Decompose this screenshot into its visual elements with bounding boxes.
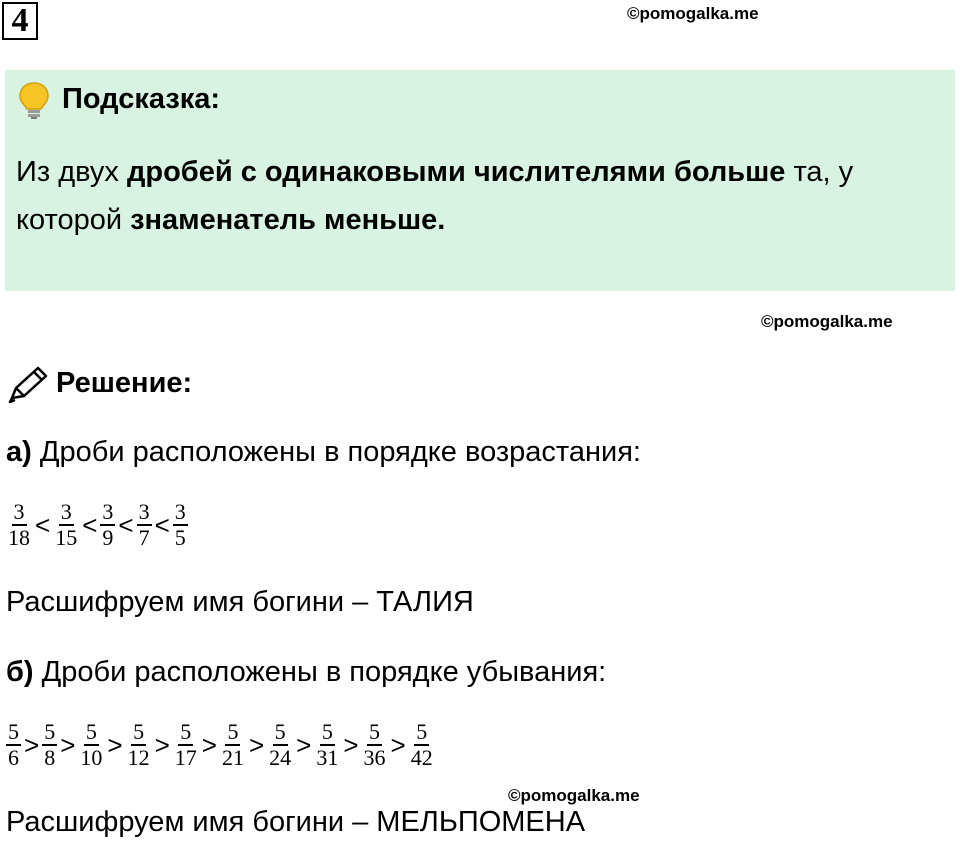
fraction	[53, 500, 79, 550]
fraction-numerator: 3	[102, 499, 114, 524]
fraction-denominator: 15	[55, 525, 78, 550]
solution-title: Решение:	[56, 367, 193, 399]
comparison-sign: >	[154, 729, 170, 760]
fraction-denominator: 21	[221, 745, 244, 770]
hint-text	[16, 148, 946, 244]
fraction-numerator: 5	[369, 719, 380, 744]
comparison-sign: >	[296, 729, 312, 760]
fraction	[100, 500, 115, 550]
part-a-label: а)	[6, 436, 32, 468]
comparison-sign: <	[118, 509, 134, 540]
watermark-middle: ©pomogalka.me	[761, 312, 893, 331]
part-a-line	[6, 436, 641, 469]
fraction-denominator: 7	[138, 525, 150, 550]
fraction-numerator: 3	[13, 499, 25, 524]
fraction-denominator: 10	[80, 745, 103, 770]
fraction-denominator: 31	[316, 745, 339, 770]
fraction-denominator: 9	[102, 525, 114, 550]
fractions-row-b	[6, 720, 435, 770]
fraction-denominator: 12	[127, 745, 150, 770]
fraction-numerator: 5	[85, 719, 97, 744]
hint-title: Подсказка:	[62, 83, 221, 115]
fraction	[126, 720, 152, 770]
part-b-line	[6, 656, 606, 689]
fraction-numerator: 3	[174, 499, 186, 524]
fraction-denominator: 17	[174, 745, 197, 770]
fraction-numerator: 5	[321, 719, 333, 744]
fraction-denominator: 24	[269, 745, 292, 770]
fraction	[362, 720, 388, 770]
fraction-numerator: 5	[8, 719, 19, 744]
fraction-numerator: 3	[60, 499, 72, 524]
hint-text-part: Из двух	[16, 156, 127, 188]
fraction-denominator: 36	[363, 745, 386, 770]
comparison-sign: >	[343, 729, 359, 760]
fraction-denominator: 18	[8, 525, 30, 550]
part-b-label: б)	[6, 656, 34, 688]
part-b-result: Расшифруем имя богини – МЕЛЬПОМЕНА	[6, 806, 586, 838]
fraction	[173, 500, 188, 550]
comparison-sign: >	[248, 729, 265, 760]
fraction	[173, 720, 199, 770]
fraction	[314, 720, 340, 770]
hint-text-part: та, у которой	[16, 156, 854, 236]
comparison-sign: >	[107, 729, 123, 760]
fraction	[42, 720, 57, 770]
task-number: 4	[2, 2, 38, 40]
fraction	[6, 500, 32, 550]
fraction-numerator: 3	[138, 499, 150, 524]
comparison-sign: <	[82, 509, 98, 540]
fraction-denominator: 42	[410, 745, 433, 770]
fraction-numerator: 5	[416, 719, 428, 744]
fraction-denominator: 6	[8, 745, 19, 770]
part-b-text: Дроби расположены в порядке убывания:	[33, 656, 607, 688]
fraction-denominator: 8	[44, 745, 56, 770]
fraction-numerator: 5	[274, 719, 286, 744]
fraction	[267, 720, 293, 770]
fraction	[220, 720, 246, 770]
fraction	[409, 720, 435, 770]
hint-text-part: дробей с одинаковыми числителями больше	[126, 156, 786, 188]
fraction-numerator: 5	[180, 719, 192, 744]
comparison-sign: >	[390, 729, 406, 760]
pencil-icon	[6, 364, 50, 404]
comparison-sign: >	[201, 729, 217, 760]
part-a-result: Расшифруем имя богини – ТАЛИЯ	[6, 586, 474, 618]
fraction	[6, 720, 21, 770]
lightbulb-icon	[17, 80, 51, 120]
watermark-bottom: ©pomogalka.me	[508, 786, 640, 805]
fraction-numerator: 5	[227, 719, 239, 744]
fraction	[78, 720, 104, 770]
watermark-top: ©pomogalka.me	[627, 4, 759, 23]
fraction-numerator: 5	[44, 719, 56, 744]
comparison-sign: <	[154, 509, 170, 540]
fractions-row-a	[6, 500, 188, 550]
fraction-denominator: 5	[174, 525, 186, 550]
fraction-numerator: 5	[133, 719, 145, 744]
part-a-text: Дроби расположены в порядке возрастания:	[31, 436, 641, 468]
fraction	[137, 500, 152, 550]
comparison-sign: >	[60, 729, 76, 760]
hint-text-part: знаменатель меньше.	[130, 204, 446, 236]
comparison-sign: >	[24, 729, 40, 760]
comparison-sign: <	[35, 509, 51, 540]
